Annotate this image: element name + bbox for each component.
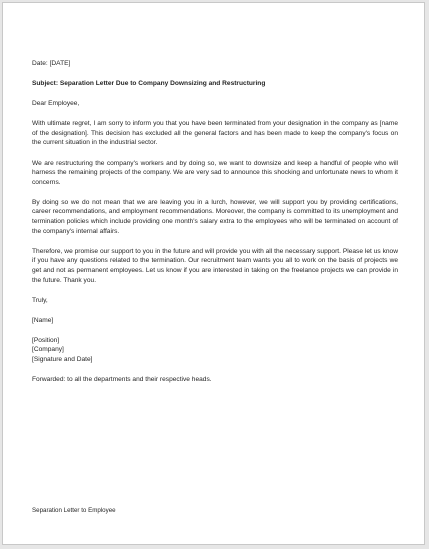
sender-name: [Name]	[32, 316, 54, 324]
letter-body	[32, 59, 398, 385]
paragraph-restructuring: We are restructuring the company's workers and by doing so, we want to downsize and keep a handful of people who will harness the remaining projects of the company. We are very sad to announce this shocking and unfortunate news to whom it concerns.	[32, 159, 398, 186]
paragraph-support: By doing so we do not mean that we are leaving you in a lurch, however, we will support you by providing certifications, career recommendations, and employment recommendations. Moreover, the company is committed to its unemployment and termination policies which include providing one month's salary extra to the employees who will be terminated on account of the company's internal affairs.	[32, 198, 398, 235]
sender-company: [Company]	[32, 346, 64, 354]
document-page	[2, 2, 425, 545]
closing: Truly,	[32, 296, 48, 304]
sender-position: [Position]	[32, 336, 60, 344]
subject-line: Subject: Separation Letter Due to Company Downsizing and Restructuring	[32, 80, 266, 88]
signature-and-date: [Signature and Date]	[32, 355, 93, 363]
paragraph-termination-notice: With ultimate regret, I am sorry to inform you that you have been terminated from your designation in the company as [name of the designation]. This decision has excluded all the general factors and has been made to keep the company's focus on the current situation in the industrial sector.	[32, 120, 398, 147]
paragraph-future-support: Therefore, we promise our support to you in the future and will provide you with all the necessary support. Please let us know if you have any questions related to the termination. Our recruitment team wants you all to work on the basis of projects we get and not as permanent employees. Let us know if you are interested in taking on the freelance projects we can provide in the future. Thank you.	[32, 247, 398, 284]
date-line: Date: [DATE]	[32, 60, 71, 67]
signature-block	[32, 336, 398, 365]
salutation: Dear Employee,	[32, 100, 80, 108]
page-footer: Separation Letter to Employee	[32, 507, 116, 514]
forwarded-line: Forwarded: to all the departments and their respective heads.	[32, 376, 212, 384]
